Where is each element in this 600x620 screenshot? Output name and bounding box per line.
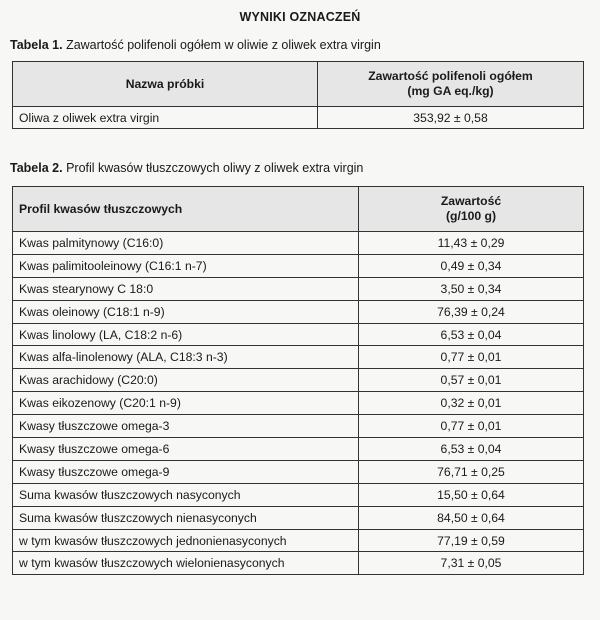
- table-row: [13, 254, 584, 277]
- table-row: [13, 107, 584, 129]
- table-row: [13, 552, 584, 575]
- table2-col1-header: Profil kwasów tłuszczowych: [13, 187, 359, 232]
- page-heading: WYNIKI OZNACZEŃ: [239, 10, 361, 24]
- row-value-cell: 15,50 ± 0,64: [359, 483, 584, 506]
- table2-caption-label: Tabela 2.: [10, 161, 63, 175]
- row-value-cell: 11,43 ± 0,29: [359, 232, 584, 255]
- table1-caption-text: Zawartość polifenoli ogółem w oliwie z oliwek extra virgin: [66, 38, 381, 52]
- polyphenol-table: [12, 61, 584, 129]
- row-value-cell: 7,31 ± 0,05: [359, 552, 584, 575]
- table1-col1-header: Nazwa próbki: [13, 62, 318, 107]
- row-value-cell: 76,39 ± 0,24: [359, 300, 584, 323]
- row-value-cell: 84,50 ± 0,64: [359, 506, 584, 529]
- row-name-cell: Kwasy tłuszczowe omega-6: [13, 438, 359, 461]
- table1-col2-header: [318, 62, 584, 107]
- row-value-cell: 6,53 ± 0,04: [359, 323, 584, 346]
- table1-col2-header-line1: Zawartość polifenoli ogółem: [368, 69, 533, 83]
- table1-header-row: [13, 62, 584, 107]
- row-value-cell: 0,77 ± 0,01: [359, 415, 584, 438]
- row-value-cell: 0,32 ± 0,01: [359, 392, 584, 415]
- row-name-cell: w tym kwasów tłuszczowych wielonienasyconych: [13, 552, 359, 575]
- row-name-cell: Kwas palmitynowy (C16:0): [13, 232, 359, 255]
- row-value-cell: 0,57 ± 0,01: [359, 369, 584, 392]
- table1-col2-header-line2: (mg GA eq./kg): [407, 84, 494, 98]
- table-row: [13, 483, 584, 506]
- row-name-cell: Kwas arachidowy (C20:0): [13, 369, 359, 392]
- table-row: [13, 506, 584, 529]
- row-name-cell: Kwas alfa-linolenowy (ALA, C18:3 n-3): [13, 346, 359, 369]
- table-row: [13, 392, 584, 415]
- table1-caption: [10, 38, 381, 52]
- row-value-cell: 3,50 ± 0,34: [359, 277, 584, 300]
- table1-caption-label: Tabela 1.: [10, 38, 63, 52]
- row-value-cell: 6,53 ± 0,04: [359, 438, 584, 461]
- row-name-cell: Kwas linolowy (LA, C18:2 n-6): [13, 323, 359, 346]
- row-value-cell: 0,49 ± 0,34: [359, 254, 584, 277]
- row-name-cell: w tym kwasów tłuszczowych jednonienasyconych: [13, 529, 359, 552]
- row-name-cell: Kwasy tłuszczowe omega-3: [13, 415, 359, 438]
- row-name-cell: Kwas stearynowy C 18:0: [13, 277, 359, 300]
- table-row: [13, 300, 584, 323]
- table2-col2-header-line1: Zawartość: [440, 194, 502, 208]
- table-row: [13, 232, 584, 255]
- table-row: [13, 460, 584, 483]
- table1-body: [13, 107, 584, 129]
- table-row: [13, 346, 584, 369]
- fatty-acid-table: [12, 186, 584, 575]
- row-value-cell: 0,77 ± 0,01: [359, 346, 584, 369]
- row-value-cell: 353,92 ± 0,58: [318, 107, 584, 129]
- table2-col2-header-line2: (g/100 g): [445, 209, 497, 223]
- table-row: [13, 438, 584, 461]
- table-row: [13, 529, 584, 552]
- table2-caption: [10, 161, 363, 175]
- row-name-cell: Kwas eikozenowy (C20:1 n-9): [13, 392, 359, 415]
- table2-caption-text: Profil kwasów tłuszczowych oliwy z oliwek extra virgin: [66, 161, 364, 175]
- row-name-cell: Suma kwasów tłuszczowych nienasyconych: [13, 506, 359, 529]
- table2-body: [13, 232, 584, 575]
- table-row: [13, 323, 584, 346]
- row-name-cell: Kwasy tłuszczowe omega-9: [13, 460, 359, 483]
- table-row: [13, 277, 584, 300]
- row-value-cell: 77,19 ± 0,59: [359, 529, 584, 552]
- row-name-cell: Kwas palimitooleinowy (C16:1 n-7): [13, 254, 359, 277]
- table-row: [13, 369, 584, 392]
- table2-header-row: [13, 187, 584, 232]
- row-name-cell: Oliwa z oliwek extra virgin: [13, 107, 318, 129]
- row-name-cell: Suma kwasów tłuszczowych nasyconych: [13, 483, 359, 506]
- table-row: [13, 415, 584, 438]
- row-value-cell: 76,71 ± 0,25: [359, 460, 584, 483]
- table2-col2-header: [359, 187, 584, 232]
- row-name-cell: Kwas oleinowy (C18:1 n-9): [13, 300, 359, 323]
